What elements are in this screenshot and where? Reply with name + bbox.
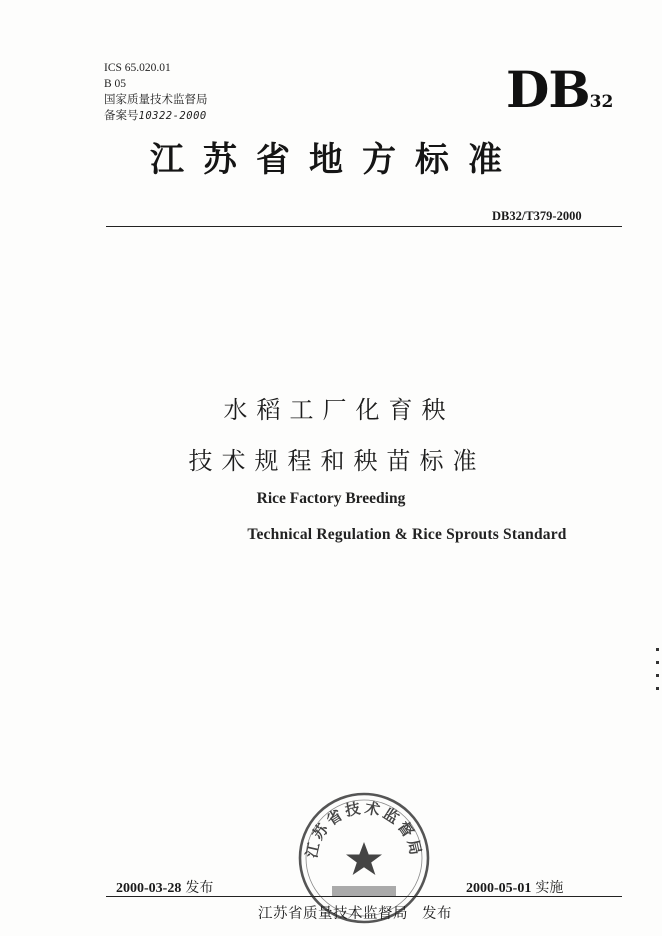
ics-code: ICS 65.020.01 xyxy=(104,62,171,74)
standard-number: DB32/T379-2000 xyxy=(492,209,582,223)
header-meta xyxy=(104,60,208,124)
seal-star-icon xyxy=(346,842,382,875)
title-zh-line1: 水稻工厂化育秧 xyxy=(223,396,455,424)
edge-mark xyxy=(656,648,659,651)
implement-date: 2000-05-01 xyxy=(466,881,532,896)
edge-mark xyxy=(656,687,659,690)
record-number-line xyxy=(104,108,208,124)
bottom-divider xyxy=(106,896,622,897)
seal-arc-textpath: 江苏省技术监督局 xyxy=(302,798,426,860)
edge-mark xyxy=(656,674,659,677)
issuer-line xyxy=(258,902,452,923)
db-logo-main: DB xyxy=(506,60,590,119)
registration-authority: 国家质量技术监督局 xyxy=(104,94,208,106)
scan-edge-marks xyxy=(656,648,660,698)
db-logo xyxy=(506,62,613,130)
issue-date-line xyxy=(116,877,213,897)
implement-word: 实施 xyxy=(535,880,564,896)
seal-bottom-band xyxy=(332,886,396,896)
top-divider xyxy=(106,226,622,227)
standard-type-heading: 江苏省地方标准 xyxy=(150,140,521,180)
edge-mark xyxy=(656,661,659,664)
title-en-line2: Technical Regulation & Rice Sprouts Standard xyxy=(247,526,567,543)
db-logo-sub: 32 xyxy=(589,92,614,112)
record-label: 备案号 xyxy=(104,110,139,122)
issuer-name: 江苏省质量技术监督局 xyxy=(258,906,408,922)
issue-word: 发布 xyxy=(185,880,214,896)
issuer-word: 发布 xyxy=(422,906,452,922)
record-number: 10322-2000 xyxy=(138,110,207,122)
issue-date: 2000-03-28 xyxy=(116,881,182,896)
title-en-line1: Rice Factory Breeding xyxy=(256,490,406,507)
title-zh-line2: 技术规程和秧苗标准 xyxy=(188,447,486,475)
classification-code: B 05 xyxy=(104,78,127,90)
implement-date-line xyxy=(466,877,563,897)
